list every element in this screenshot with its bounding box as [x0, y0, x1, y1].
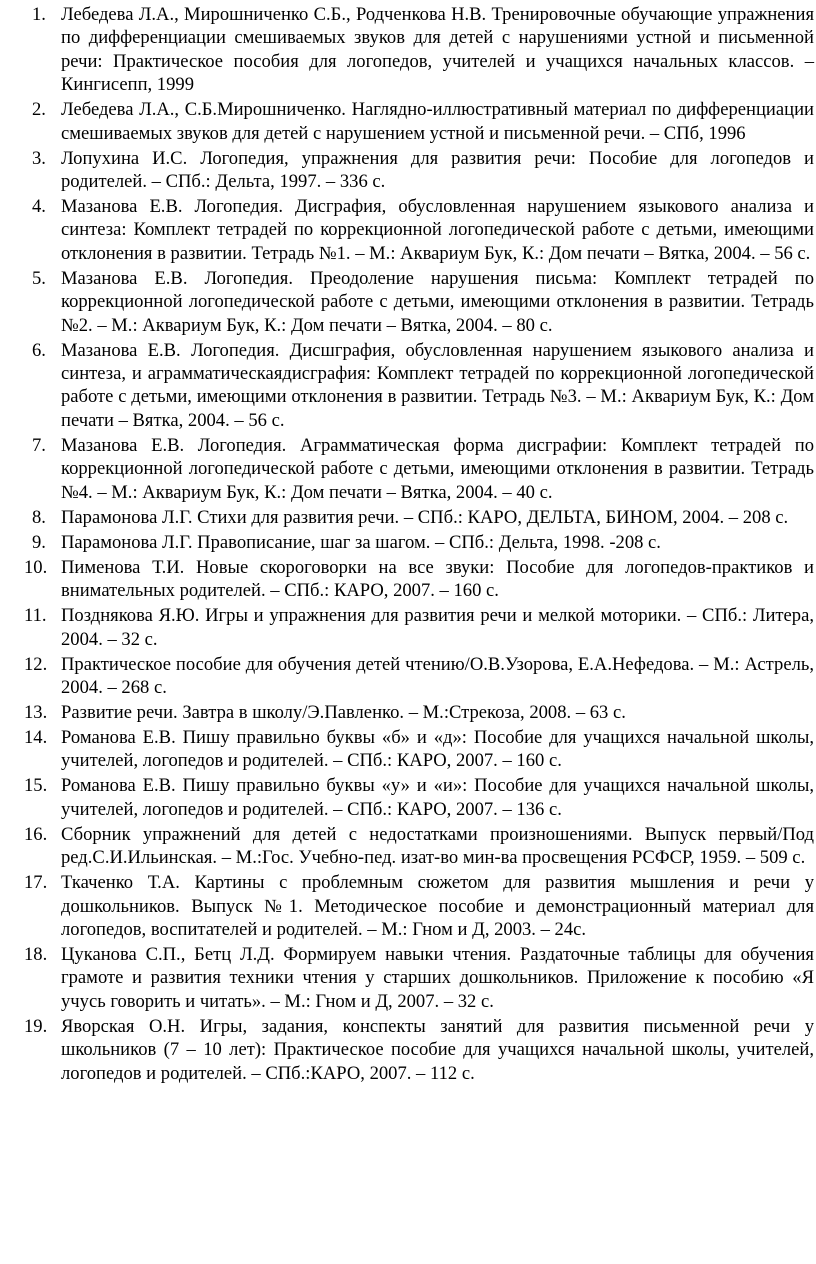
- reference-number: [0, 1015, 56, 1038]
- reference-number: [0, 774, 56, 797]
- reference-number: [0, 434, 56, 457]
- reference-item: [0, 506, 816, 529]
- reference-item: [0, 267, 816, 337]
- reference-number: [0, 701, 56, 724]
- reference-number-label: 17.: [24, 872, 48, 894]
- reference-text: Лопухина И.С. Логопедия, упражнения для развития речи: Пособие для логопедов и родителей. – СПб.: Дельта, 1997. – 336 с.: [61, 147, 814, 193]
- reference-number-label: 12.: [24, 653, 48, 675]
- reference-text: Мазанова Е.В. Логопедия. Преодоление нарушения письма: Комплект тетрадей по коррекционной логопедической работе с детьми, имеющими отклонения в развитии. Тетрадь №2. – М.: Аквариум Бук, К.: Дом печати – Вятка, 2004. – 80 с.: [61, 267, 814, 336]
- reference-number: [0, 267, 56, 290]
- reference-item: [0, 823, 816, 870]
- reference-text: Парамонова Л.Г. Правописание, шаг за шагом. – СПб.: Дельта, 1998. -208 с.: [61, 531, 661, 553]
- reference-item: [0, 531, 816, 554]
- reference-text: Яворская О.Н. Игры, задания, конспекты занятий для развития письменной речи у школьников (7 – 10 лет): Практическое пособие для учащихся начальной школы, учителей, логопедов и родителей. – СПб.:КАРО, 2007. – 112 с.: [61, 1015, 814, 1084]
- reference-number: [0, 871, 56, 894]
- reference-list: [0, 3, 816, 1085]
- reference-text: Парамонова Л.Г. Стихи для развития речи. – СПб.: КАРО, ДЕЛЬТА, БИНОМ, 2004. – 208 с.: [61, 506, 789, 528]
- reference-number: [0, 653, 56, 676]
- reference-text: Сборник упражнений для детей с недостатками произношениями. Выпуск первый/Под ред.С.И.Ильинская. – М.:Гос. Учебно-пед. изат-во мин-ва просвещения РСФСР, 1959. – 509 с.: [61, 823, 814, 869]
- reference-item: [0, 434, 816, 504]
- reference-number-label: 5.: [32, 267, 46, 289]
- reference-item: [0, 943, 816, 1013]
- reference-text: Пименова Т.И. Новые скороговорки на все звуки: Пособие для логопедов-практиков и внимательных родителей. – СПб.: КАРО, 2007. – 160 с.: [61, 556, 814, 602]
- reference-number: [0, 3, 56, 26]
- reference-number: [0, 556, 56, 579]
- reference-number: [0, 147, 56, 170]
- reference-number: [0, 195, 56, 218]
- reference-number-label: 8.: [32, 506, 46, 528]
- reference-item: [0, 701, 816, 724]
- reference-item: [0, 726, 816, 773]
- reference-number: [0, 604, 56, 627]
- reference-item: [0, 604, 816, 651]
- reference-text: Лебедева Л.А., Мирошниченко С.Б., Родченкова Н.В. Тренировочные обучающие упражнения по дифференциации смешиваемых звуков для детей с нарушениями устной и письменной речи: Практическое пособия для логопедов, учителей и учащихся начальных классов. – Кингисепп, 1999: [61, 4, 814, 96]
- reference-number: [0, 823, 56, 846]
- reference-item: [0, 1015, 816, 1085]
- reference-item: [0, 98, 816, 145]
- reference-item: [0, 339, 816, 433]
- reference-number-label: 4.: [32, 196, 46, 218]
- reference-text: Мазанова Е.В. Логопедия. Дисграфия, обусловленная нарушением языкового анализа и синтеза: Комплект тетрадей по коррекционной логопедической работе с детьми, имеющими отклонения в развитии. Тетрадь №1. – М.: Аквариум Бук, К.: Дом печати – Вятка, 2004. – 56 с.: [61, 196, 814, 264]
- reference-item: [0, 653, 816, 700]
- reference-number: [0, 943, 56, 966]
- reference-number: [0, 726, 56, 749]
- reference-number: [0, 98, 56, 121]
- reference-text: Романова Е.В. Пишу правильно буквы «б» и «д»: Пособие для учащихся начальной школы, учителей, логопедов и родителей. – СПб.: КАРО, 2007. – 160 с.: [61, 726, 814, 772]
- reference-number-label: 16.: [24, 823, 48, 845]
- reference-number-label: 6.: [32, 339, 46, 361]
- reference-text: Цуканова С.П., Бетц Л.Д. Формируем навыки чтения. Раздаточные таблицы для обучения грамоте и развития техники чтения у старших дошкольников. Приложение к пособию «Я учусь говорить и читать». – М.: Гном и Д, 2007. – 32 с.: [61, 943, 814, 1012]
- reference-item: [0, 195, 816, 265]
- reference-item: [0, 3, 816, 97]
- reference-number-label: 10.: [24, 556, 48, 578]
- reference-text: Развитие речи. Завтра в школу/Э.Павленко. – М.:Стрекоза, 2008. – 63 с.: [61, 701, 626, 723]
- reference-number-label: 9.: [32, 531, 46, 553]
- reference-number-label: 1.: [32, 4, 46, 25]
- reference-item: [0, 774, 816, 821]
- reference-item: [0, 871, 816, 941]
- reference-text: Практическое пособие для обучения детей чтению/О.В.Узорова, Е.А.Нефедова. – М.: Астрель, 2004. – 268 с.: [61, 653, 814, 698]
- reference-item: [0, 147, 816, 194]
- reference-text: Ткаченко Т.А. Картины с проблемным сюжетом для развития мышления и речи у дошкольников. Выпуск №1. Методическое пособие и демонстрационный материал для логопедов, воспитателей и родителей. – М.: Гном и Д, 2003. – 24с.: [61, 872, 814, 940]
- reference-text: Романова Е.В. Пишу правильно буквы «у» и «и»: Пособие для учащихся начальной школы, учителей, логопедов и родителей. – СПб.: КАРО, 2007. – 136 с.: [61, 775, 814, 820]
- reference-item: [0, 556, 816, 603]
- reference-text: Мазанова Е.В. Логопедия. Аграмматическая форма дисграфии: Комплект тетрадей по коррекционной логопедической работе с детьми, имеющими отклонения в развитии. Тетрадь №4. – М.: Аквариум Бук, К.: Дом печати – Вятка, 2004. – 40 с.: [61, 434, 814, 503]
- reference-number-label: 15.: [24, 775, 48, 797]
- reference-number: [0, 506, 56, 529]
- reference-number-label: 11.: [24, 605, 47, 627]
- reference-number-label: 2.: [32, 99, 46, 121]
- reference-number-label: 13.: [24, 701, 48, 723]
- reference-number-label: 18.: [24, 943, 48, 965]
- reference-number: [0, 531, 56, 554]
- reference-text: Лебедева Л.А., С.Б.Мирошниченко. Наглядно-иллюстративный материал по дифференциации смешиваемых звуков для детей с нарушением устной и письменной речи. – СПб, 1996: [61, 99, 814, 144]
- reference-number-label: 14.: [24, 726, 48, 748]
- reference-number-label: 3.: [32, 147, 46, 169]
- reference-number-label: 19.: [24, 1015, 48, 1037]
- reference-number-label: 7.: [32, 434, 46, 456]
- reference-text: Мазанова Е.В. Логопедия. Дисшграфия, обусловленная нарушением языкового анализа и синтеза, и аграмматическаядисграфия: Комплект тетрадей по коррекционной логопедической работе с детьми, имеющими отклонения в развитии. Тетрадь №3. – М.: Аквариум Бук, К.: Дом печати – Вятка, 2004. – 56 с.: [61, 339, 814, 431]
- reference-text: Позднякова Я.Ю. Игры и упражнения для развития речи и мелкой моторики. – СПб.: Литера, 2004. – 32 с.: [61, 605, 814, 650]
- reference-number: [0, 339, 56, 362]
